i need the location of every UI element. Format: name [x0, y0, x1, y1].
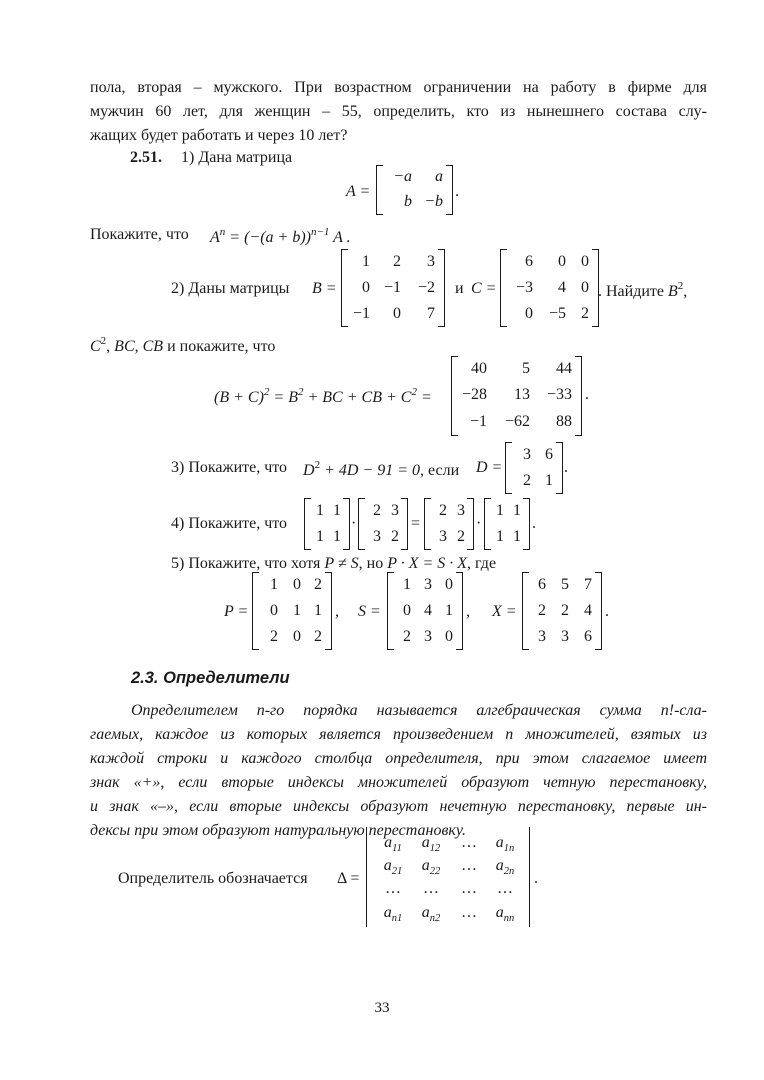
det-cell: …: [423, 880, 439, 897]
matrix-B-cell: −1: [383, 279, 401, 296]
det-cell: $a_{21}$: [383, 857, 403, 877]
det-cell: $a_{2n}$: [495, 857, 515, 877]
part5-line: [171, 556, 496, 572]
matrix-B-cell: 0: [393, 305, 401, 322]
intro-line-1: пола, вторая – мужского. При возрастном ограничении на работу в фирме для: [90, 79, 707, 96]
matrix-X-cell: 7: [584, 576, 592, 593]
part3-exp: 2: [314, 459, 321, 471]
matrix-S-cell: 1: [403, 576, 411, 593]
c2-exp: 2: [100, 335, 107, 347]
show1-rhs-exp: n−1: [310, 226, 330, 238]
matrix-B-cell: −2: [417, 279, 435, 296]
matrix-X-cell: 3: [561, 628, 569, 645]
part4-m2-cell: 2: [391, 528, 399, 545]
matrix-D-cell: 1: [545, 472, 553, 489]
matrix-D-cell: 3: [523, 446, 531, 463]
part4-m1-cell: 1: [316, 502, 324, 519]
matrix-A: [376, 165, 453, 215]
part5-but: , но: [358, 555, 384, 572]
period: .: [564, 459, 568, 476]
part4-m4-cell: 1: [496, 502, 504, 519]
delta-symbol: Δ =: [337, 870, 360, 887]
matrix-sum-cell: 13: [514, 386, 530, 403]
matrix-C-cell: 0: [558, 253, 566, 270]
matrix-B-cell: 7: [427, 305, 435, 322]
matrix-A-cell: −a: [393, 168, 412, 185]
part3-intro: 3) Покажите, что: [171, 459, 288, 476]
matrix-X-name: X =: [492, 603, 517, 620]
det-cell: …: [385, 880, 401, 897]
matrix-sum-cell: 88: [556, 413, 572, 430]
part4-m1-cell: 1: [333, 502, 341, 519]
denote-text: Определитель обозначается: [118, 870, 308, 887]
matrix-S-cell: 1: [445, 602, 453, 619]
sum-rhs: = B: [273, 389, 298, 406]
dot-operator: ·: [476, 515, 482, 532]
matrix-A-name: A =: [346, 183, 371, 200]
show1-prefix: Покажите, что: [90, 226, 189, 243]
matrix-S: [387, 572, 463, 650]
show1-exp: n: [219, 226, 226, 238]
matrix-sum-cell: 40: [471, 360, 487, 377]
part4-m4-cell: 1: [496, 528, 504, 545]
matrix-B-cell: 0: [362, 279, 370, 296]
matrix-P-cell: 2: [314, 576, 322, 593]
find-exp: 2: [677, 280, 684, 292]
det-cell: $a_{nn}$: [495, 904, 515, 924]
find-word: . Найдите: [598, 283, 665, 300]
definition-line-4: знак «+», если вторые индексы множителей образуют четную перестановку,: [90, 774, 707, 791]
matrix-S-cell: 3: [424, 576, 432, 593]
part4-m1-cell: 1: [316, 528, 324, 545]
part3-rest: + 4D − 91 = 0: [324, 462, 421, 479]
part3-if: , если: [420, 462, 460, 479]
dot-operator: ·: [351, 515, 357, 532]
and-word: и: [455, 280, 464, 297]
matrix-X-cell: 2: [538, 602, 546, 619]
det-cell: $a_{22}$: [421, 857, 441, 877]
matrix-X-cell: 6: [584, 628, 592, 645]
bc: BC: [114, 338, 135, 355]
part4-m4-cell: 1: [513, 528, 521, 545]
definition-line-6: дексы при этом образуют натуральную перестановку.: [90, 822, 466, 839]
part4-m3-cell: 3: [439, 528, 447, 545]
matrix-C-cell: −5: [548, 305, 566, 322]
sum-formula: [214, 387, 432, 406]
page-number: 33: [374, 1000, 390, 1016]
matrix-X-cell: 4: [584, 602, 592, 619]
matrix-S-cell: 0: [403, 602, 411, 619]
matrix-C: [500, 249, 599, 327]
show1-formula: [210, 227, 351, 246]
det-cell: …: [461, 857, 477, 874]
matrix-X: [522, 572, 602, 650]
part4-matrix-1: [304, 498, 350, 550]
section-title: 2.3. Определители: [131, 669, 290, 687]
matrix-C-name: C =: [471, 280, 497, 297]
det-cell: …: [461, 834, 477, 851]
matrix-B-cell: 2: [393, 253, 401, 270]
sum-rhs-exp: 2: [297, 386, 304, 398]
matrix-B-cell: −1: [352, 305, 370, 322]
period: .: [605, 603, 609, 620]
part5-neq: P ≠ S: [324, 555, 359, 572]
matrix-C-cell: 0: [581, 253, 589, 270]
matrix-A-cell: a: [435, 168, 443, 185]
matrix-P-cell: 1: [270, 576, 278, 593]
matrix-S-cell: 0: [445, 576, 453, 593]
matrix-P-cell: 0: [293, 628, 301, 645]
matrix-B-cell: 1: [362, 253, 370, 270]
matrix-C-cell: 0: [581, 279, 589, 296]
matrix-sum-cell: −28: [461, 386, 487, 403]
comma: ,: [466, 603, 470, 620]
part5-intro: 5) Покажите, что хотя: [171, 555, 321, 572]
find-text: . Найдите $B^2$,: [598, 280, 688, 300]
matrix-A-cell: −b: [424, 193, 443, 210]
problem-number: 2.51.: [130, 149, 162, 166]
matrix-X-cell: 5: [561, 576, 569, 593]
matrix-sum-cell: −1: [469, 413, 487, 430]
determinant: [366, 827, 530, 927]
show1-A: A: [210, 229, 220, 246]
intro-line-3: жащих будет работать и через 10 лет?: [90, 127, 348, 144]
period: .: [532, 515, 536, 532]
part4-matrix-2: [358, 498, 408, 550]
matrix-sum: [451, 356, 582, 436]
matrix-P-cell: 2: [314, 628, 322, 645]
sum-rest-exp: 2: [411, 386, 417, 398]
part5-where: , где: [467, 555, 497, 572]
definition-line-5: и знак «–», если вторые индексы образуют нечетную перестановку, первые ин-: [90, 798, 707, 815]
definition-line-2: гаемых, каждое из которых является произведением n множителей, взятых из: [90, 726, 707, 743]
det-cell: $a_{n2}$: [421, 904, 441, 924]
det-cell: $a_{12}$: [421, 834, 441, 854]
period: .: [455, 183, 459, 200]
det-cell: …: [461, 904, 477, 921]
matrix-C-cell: 0: [525, 305, 533, 322]
matrix-X-cell: 2: [561, 602, 569, 619]
show-text: и покажите, что: [167, 338, 276, 355]
matrix-S-cell: 0: [445, 628, 453, 645]
matrix-C-cell: 2: [581, 305, 589, 322]
c2: C: [90, 338, 101, 355]
part3-D: D: [303, 462, 315, 479]
matrix-A-cell: b: [404, 193, 412, 210]
matrix-P: [252, 572, 332, 650]
det-cell: $a_{11}$: [384, 834, 402, 854]
comma: ,: [335, 603, 339, 620]
matrix-P-name: P =: [224, 603, 249, 620]
part4-m3-cell: 2: [439, 502, 447, 519]
matrix-X-cell: 3: [538, 628, 546, 645]
part4-m2-cell: 3: [391, 502, 399, 519]
det-cell: $a_{1n}$: [495, 834, 515, 854]
part4-m4-cell: 1: [513, 502, 521, 519]
definition-line-1: Определителем n-го порядка называется алгебраическая сумма n!-сла-: [131, 702, 707, 719]
equals-sign: =: [411, 515, 421, 532]
matrix-X-cell: 6: [538, 576, 546, 593]
part4-m1-cell: 1: [333, 528, 341, 545]
part4-m3-cell: 2: [457, 528, 465, 545]
part4-matrix-3: [424, 498, 474, 550]
matrix-P-cell: 1: [314, 602, 322, 619]
matrix-B-cell: 3: [427, 253, 435, 270]
cb: CB: [142, 338, 164, 355]
part5-eq: P · X = S · X: [387, 555, 468, 572]
matrix-S-name: S =: [358, 603, 381, 620]
sum-eq: =: [420, 389, 432, 406]
matrix-D-name: D =: [476, 459, 503, 476]
part3-formula: [303, 460, 459, 479]
definition-line-3: каждой строки и каждого столбца определителя, при этом слагаемое имеет: [90, 750, 707, 767]
show1-rhs: = (−(a + b)): [229, 229, 311, 246]
part4-m2-cell: 2: [373, 502, 381, 519]
matrix-S-cell: 4: [424, 602, 432, 619]
c2-line: $C^2$, BC, CB и покажите, что: [90, 335, 276, 355]
part1-intro: 1) Дана матрица: [181, 149, 293, 166]
find-B: B: [668, 283, 678, 300]
matrix-B-name: B =: [312, 280, 337, 297]
matrix-B: [341, 249, 445, 327]
part4-m3-cell: 3: [457, 502, 465, 519]
part4-intro: 4) Покажите, что: [171, 515, 288, 532]
matrix-P-cell: 2: [270, 628, 278, 645]
matrix-S-cell: 2: [403, 628, 411, 645]
matrix-C-cell: 4: [558, 279, 566, 296]
matrix-sum-cell: −62: [504, 413, 530, 430]
matrix-S-cell: 3: [424, 628, 432, 645]
sum-rest: + BC + CB + C: [307, 389, 412, 406]
matrix-sum-cell: 5: [522, 360, 530, 377]
matrix-sum-cell: 44: [556, 360, 572, 377]
matrix-D-cell: 2: [523, 472, 531, 489]
det-cell: $a_{n1}$: [383, 904, 403, 924]
intro-line-2: мужчин 60 лет, для женщин – 55, определить, кто из нынешнего состава слу-: [90, 103, 707, 120]
matrix-D: [505, 442, 563, 494]
part4-matrix-4: [484, 498, 530, 550]
sum-lhs-exp: 2: [263, 386, 270, 398]
period: .: [585, 386, 589, 403]
matrix-C-cell: −3: [515, 279, 533, 296]
matrix-D-cell: 6: [545, 446, 553, 463]
matrix-P-cell: 1: [293, 602, 301, 619]
part2-intro: 2) Даны матрицы: [171, 280, 290, 297]
det-cell: …: [497, 880, 513, 897]
matrix-C-cell: 6: [525, 253, 533, 270]
det-cell: …: [461, 880, 477, 897]
show1-tail: A .: [333, 229, 351, 246]
period: .: [534, 870, 538, 887]
matrix-P-cell: 0: [293, 576, 301, 593]
matrix-sum-cell: −33: [546, 386, 572, 403]
matrix-P-cell: 0: [270, 602, 278, 619]
part4-m2-cell: 3: [373, 528, 381, 545]
sum-lhs: (B + C): [214, 389, 264, 406]
